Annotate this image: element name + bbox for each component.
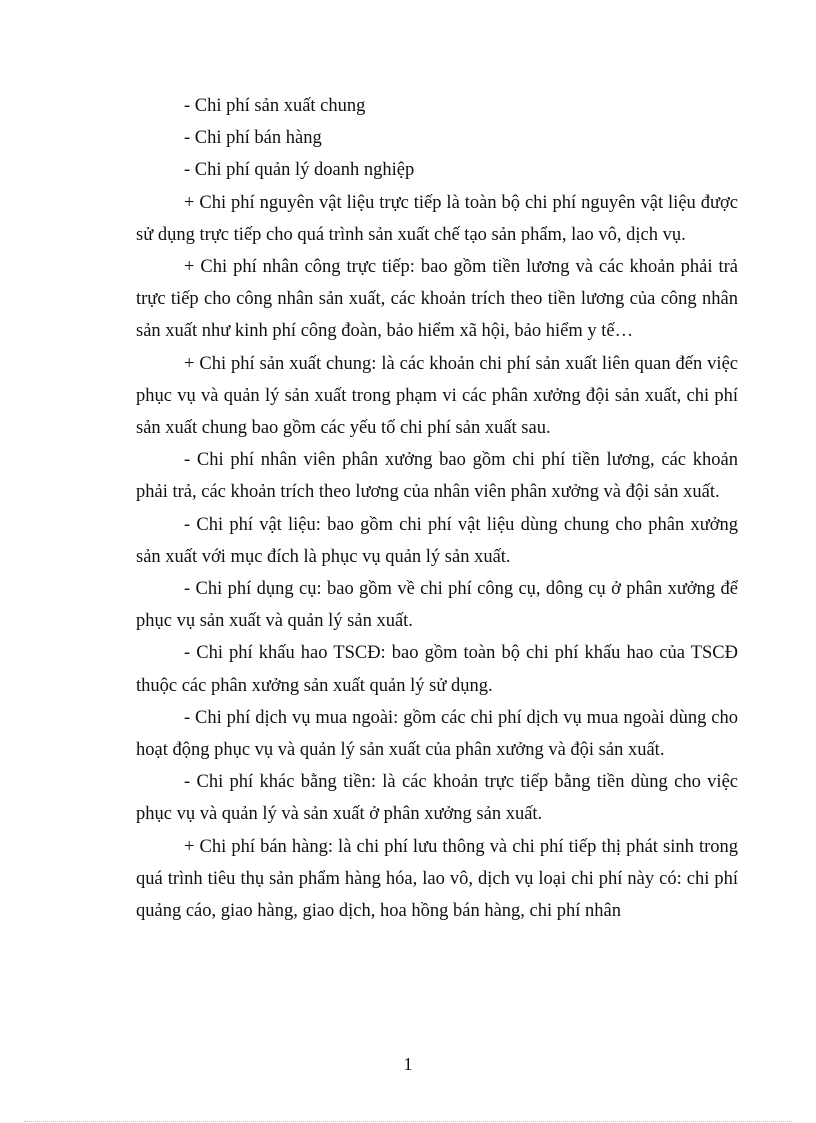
page-number: 1	[403, 1054, 413, 1074]
paragraph-7: - Chi phí nhân viên phân xưởng bao gồm chi phí tiền lương, các khoản phải trả, các khoản trích theo lương của nhân viên phân xưởng và đội sản xuất.	[136, 450, 738, 503]
paragraph-13: + Chi phí bán hàng: là chi phí lưu thông và chi phí tiếp thị phát sinh trong quá trình tiêu thụ sản phẩm hàng hóa, lao vô, dịch vụ loại chi phí này có: chi phí quảng cáo, giao hàng, giao dịch, hoa hồng bán hàng, chi phí nhân	[136, 836, 738, 922]
paragraph-6: + Chi phí sản xuất chung: là các khoản chi phí sản xuất liên quan đến việc phục vụ và quản lý sản xuất trong phạm vi các phân xưởng đội sản xuất, chi phí sản xuất chung bao gồm các yếu tố chi phí sản xuất sau.	[136, 353, 738, 439]
paragraph-3: - Chi phí quản lý doanh nghiệp	[184, 160, 415, 181]
paragraph-8: - Chi phí vật liệu: bao gồm chi phí vật liệu dùng chung cho phân xưởng sản xuất với mục đích là phục vụ quản lý sản xuất.	[136, 514, 738, 567]
paragraph-4: + Chi phí nguyên vật liệu trực tiếp là toàn bộ chi phí nguyên vật liệu được sử dụng trực tiếp cho quá trình sản xuất chế tạo sản phẩm, lao vô, dịch vụ.	[136, 192, 738, 245]
paragraph-12: - Chi phí khác bằng tiền: là các khoản trực tiếp bằng tiền dùng cho việc phục vụ và quản lý và sản xuất ở phân xưởng sản xuất.	[136, 772, 738, 825]
paragraph-1: - Chi phí sản xuất chung	[184, 96, 366, 116]
paragraph-9: - Chi phí dụng cụ: bao gồm về chi phí công cụ, dông cụ ở phân xưởng để phục vụ sản xuất và quản lý sản xuất.	[136, 579, 738, 632]
paragraph-11: - Chi phí dịch vụ mua ngoài: gồm các chi phí dịch vụ mua ngoài dùng cho hoạt động phục vụ và quản lý sản xuất của phân xưởng và đội sản xuất.	[136, 707, 738, 761]
paragraph-2: - Chi phí bán hàng	[184, 128, 322, 149]
paragraph-10: - Chi phí khấu hao TSCĐ: bao gồm toàn bộ chi phí khấu hao của TSCĐ thuộc các phân xưởng sản xuất quản lý sử dụng.	[136, 643, 738, 696]
page-bottom-divider	[24, 1121, 792, 1122]
paragraph-5: + Chi phí nhân công trực tiếp: bao gồm tiền lương và các khoản phải trả trực tiếp cho công nhân sản xuất, các khoản trích theo tiền lương của công nhân sản xuất như kinh phí công đoàn, bảo hiểm xã hội, bảo hiểm y tế…	[136, 257, 738, 342]
document-body	[136, 90, 738, 927]
